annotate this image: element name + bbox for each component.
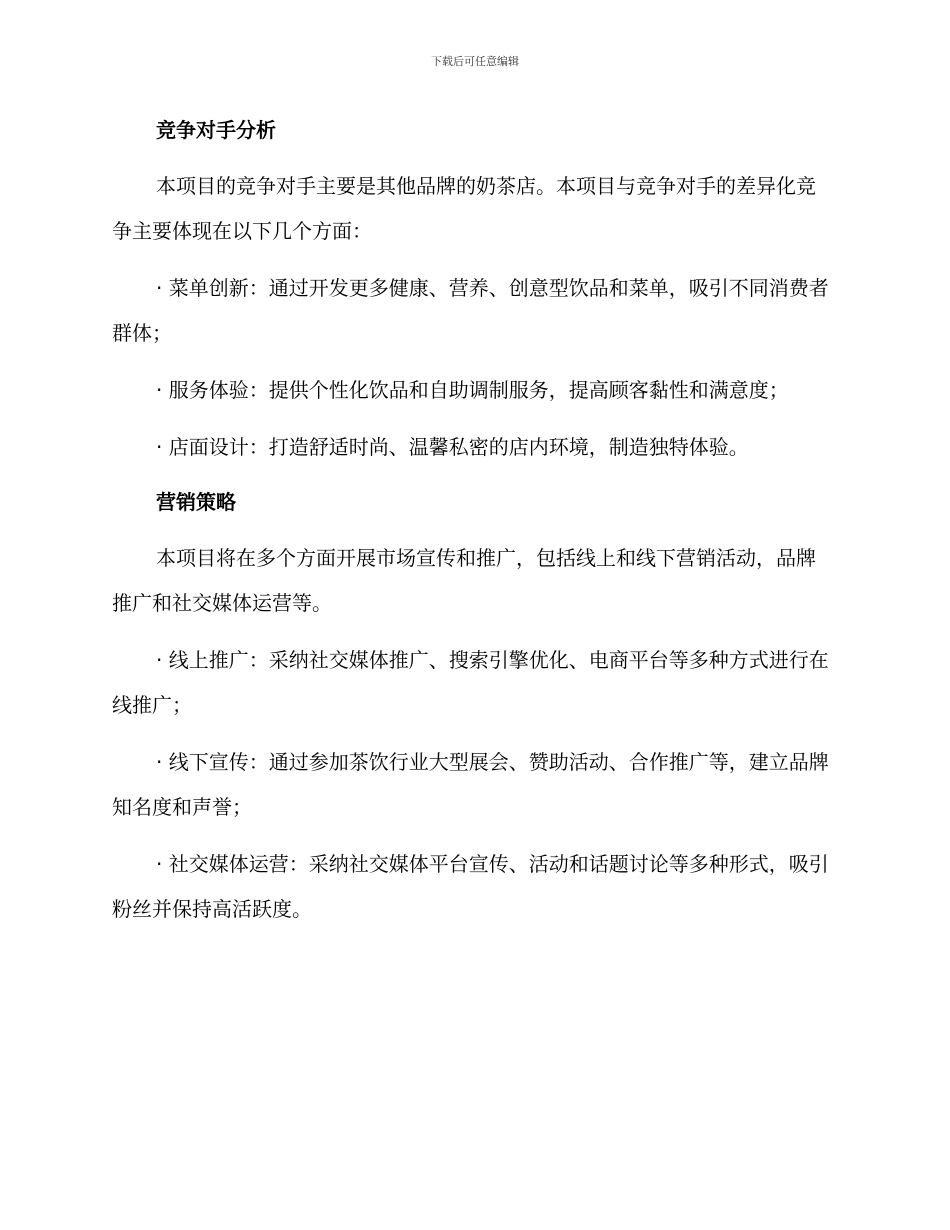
bullet-item: · 社交媒体运营：采纳社交媒体平台宣传、活动和话题讨论等多种形式，吸引粉丝并保持高活跃度。 xyxy=(112,852,829,921)
section-heading: 营销策略 xyxy=(156,490,236,514)
section-marketing-strategy xyxy=(112,482,834,932)
bullet-item: · 菜单创新：通过开发更多健康、营养、创意型饮品和菜单，吸引不同消费者群体； xyxy=(112,276,829,345)
paragraph: 本项目的竞争对手主要是其他品牌的奶茶店。本项目与竞争对手的差异化竞争主要体现在以下几个方面： xyxy=(112,174,816,243)
document-body xyxy=(112,110,834,944)
bullet-item: · 服务体验：提供个性化饮品和自助调制服务，提高顾客黏性和满意度； xyxy=(156,378,789,402)
page-header: 下载后可任意编辑 xyxy=(431,55,519,68)
bullet-item: · 线下宣传：通过参加茶饮行业大型展会、赞助活动、合作推广等，建立品牌知名度和声誉； xyxy=(112,750,829,819)
bullet-item: · 店面设计：打造舒适时尚、温馨私密的店内环境，制造独特体验。 xyxy=(156,435,749,459)
paragraph: 本项目将在多个方面开展市场宣传和推广，包括线上和线下营销活动，品牌推广和社交媒体运营等。 xyxy=(112,546,816,615)
bullet-item: · 线上推广：采纳社交媒体推广、搜索引擎优化、电商平台等多种方式进行在线推广； xyxy=(112,648,829,717)
section-competitor-analysis xyxy=(112,110,834,470)
section-heading: 竞争对手分析 xyxy=(156,118,276,142)
